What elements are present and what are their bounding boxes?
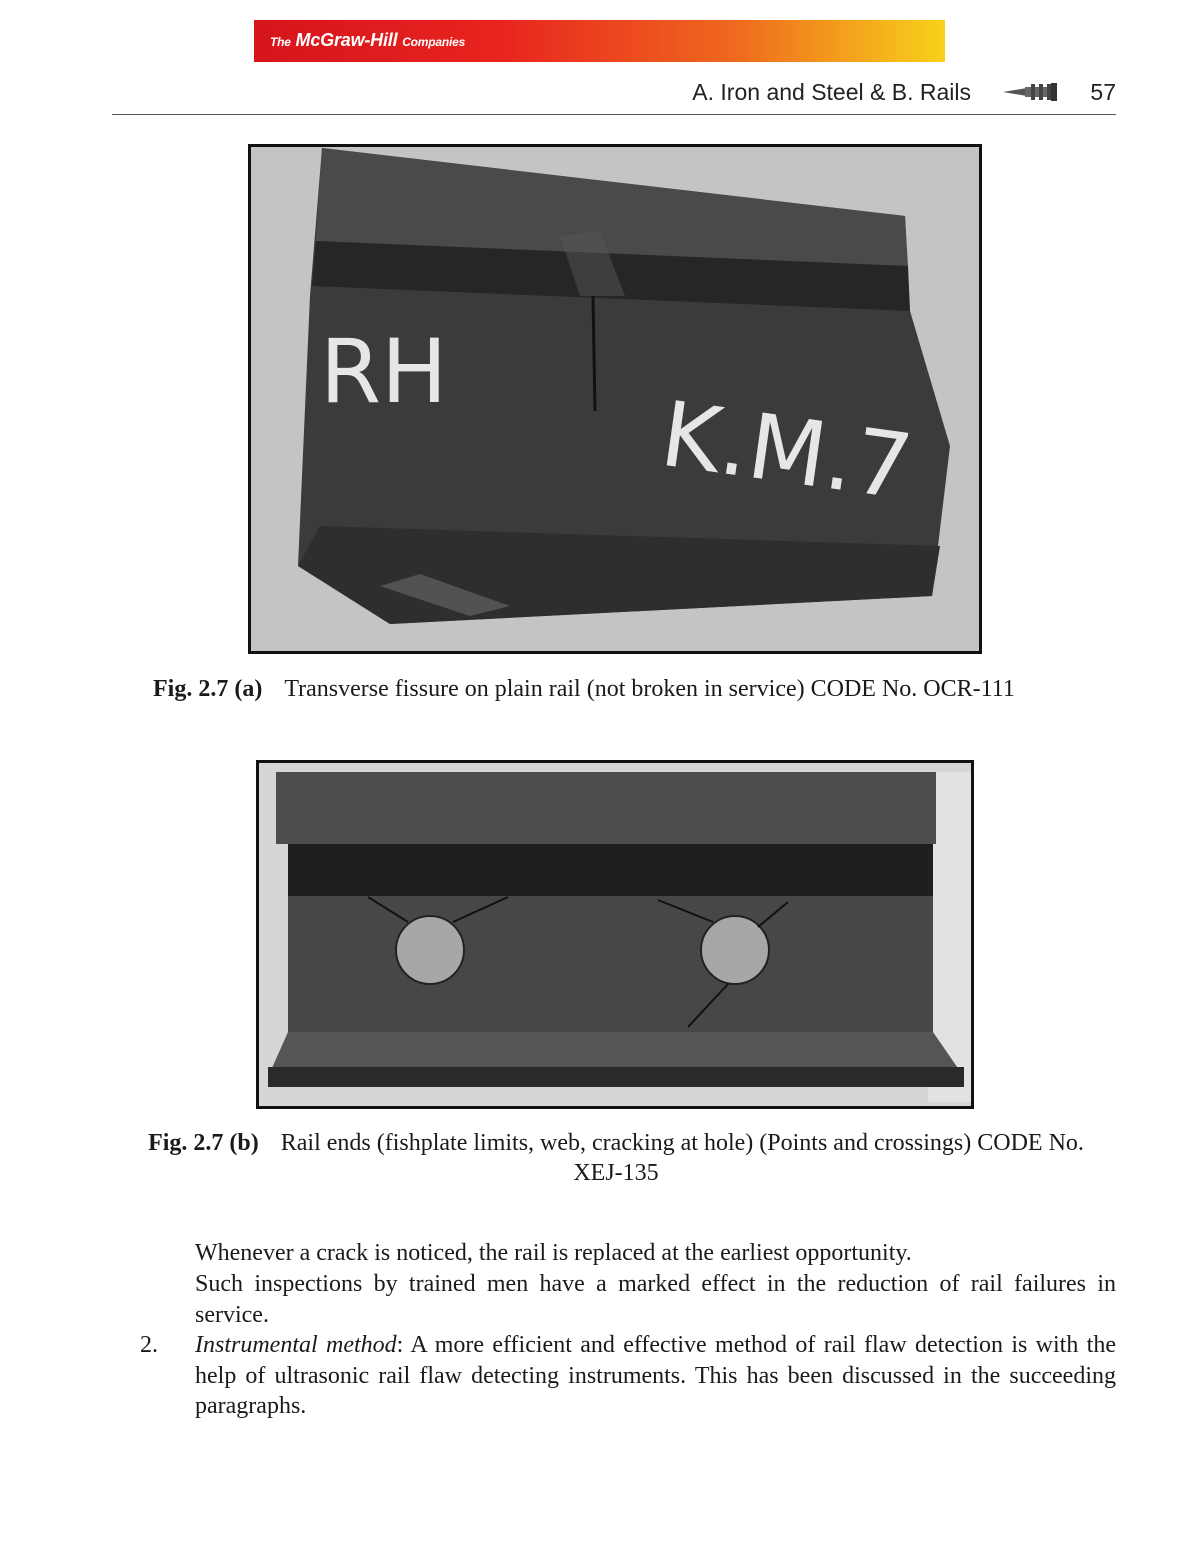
publisher-banner xyxy=(254,20,945,62)
rail-icon xyxy=(1001,82,1061,102)
figure-label-b: Fig. 2.7 (b) xyxy=(148,1130,259,1156)
figure-caption-b xyxy=(116,1128,1116,1188)
list-item-text: : A more efficient and effective method of rail flaw detection is with the help of ultrasonic rail flaw detecting instruments. This has been discussed in the succeeding paragraphs. xyxy=(195,1332,1116,1419)
figure-label-a: Fig. 2.7 (a) xyxy=(153,676,263,702)
figure-caption-code-b: XEJ-135 xyxy=(573,1160,659,1186)
figure-caption-text-a: Transverse fissure on plain rail (not broken in service) CODE No. OCR-111 xyxy=(284,676,1015,702)
painted-mark-rh: RH xyxy=(320,320,448,423)
body-paragraph-crack-replacement: Whenever a crack is noticed, the rail is replaced at the earliest opportunity. xyxy=(195,1240,912,1266)
page-number: 57 xyxy=(1090,79,1116,105)
publisher-prefix: The xyxy=(270,35,291,49)
list-item-term: Instrumental method xyxy=(195,1332,397,1358)
painted-mark-km7: K.M.7 xyxy=(654,381,919,521)
publisher-brand: McGraw-Hill xyxy=(295,30,398,50)
body-paragraph-inspections: Such inspections by trained men have a marked effect in the reduction of rail failures in service. xyxy=(195,1271,1116,1328)
running-header xyxy=(112,76,1116,115)
figure-caption-a xyxy=(153,674,1113,704)
rail-photo-a xyxy=(250,146,980,652)
list-item-body xyxy=(195,1330,1116,1422)
figure-caption-text-b: Rail ends (fishplate limits, web, cracking at hole) (Points and crossings) CODE No. xyxy=(280,1130,1084,1156)
figure-rail-ends-cracking xyxy=(256,760,974,1109)
figure-rail-transverse-fissure xyxy=(248,144,982,654)
publisher-suffix: Companies xyxy=(402,35,466,49)
publisher-logo xyxy=(270,30,465,51)
section-title: A. Iron and Steel & B. Rails xyxy=(692,79,971,105)
rail-photo-b xyxy=(258,762,972,1107)
list-item-number: 2. xyxy=(140,1332,158,1358)
